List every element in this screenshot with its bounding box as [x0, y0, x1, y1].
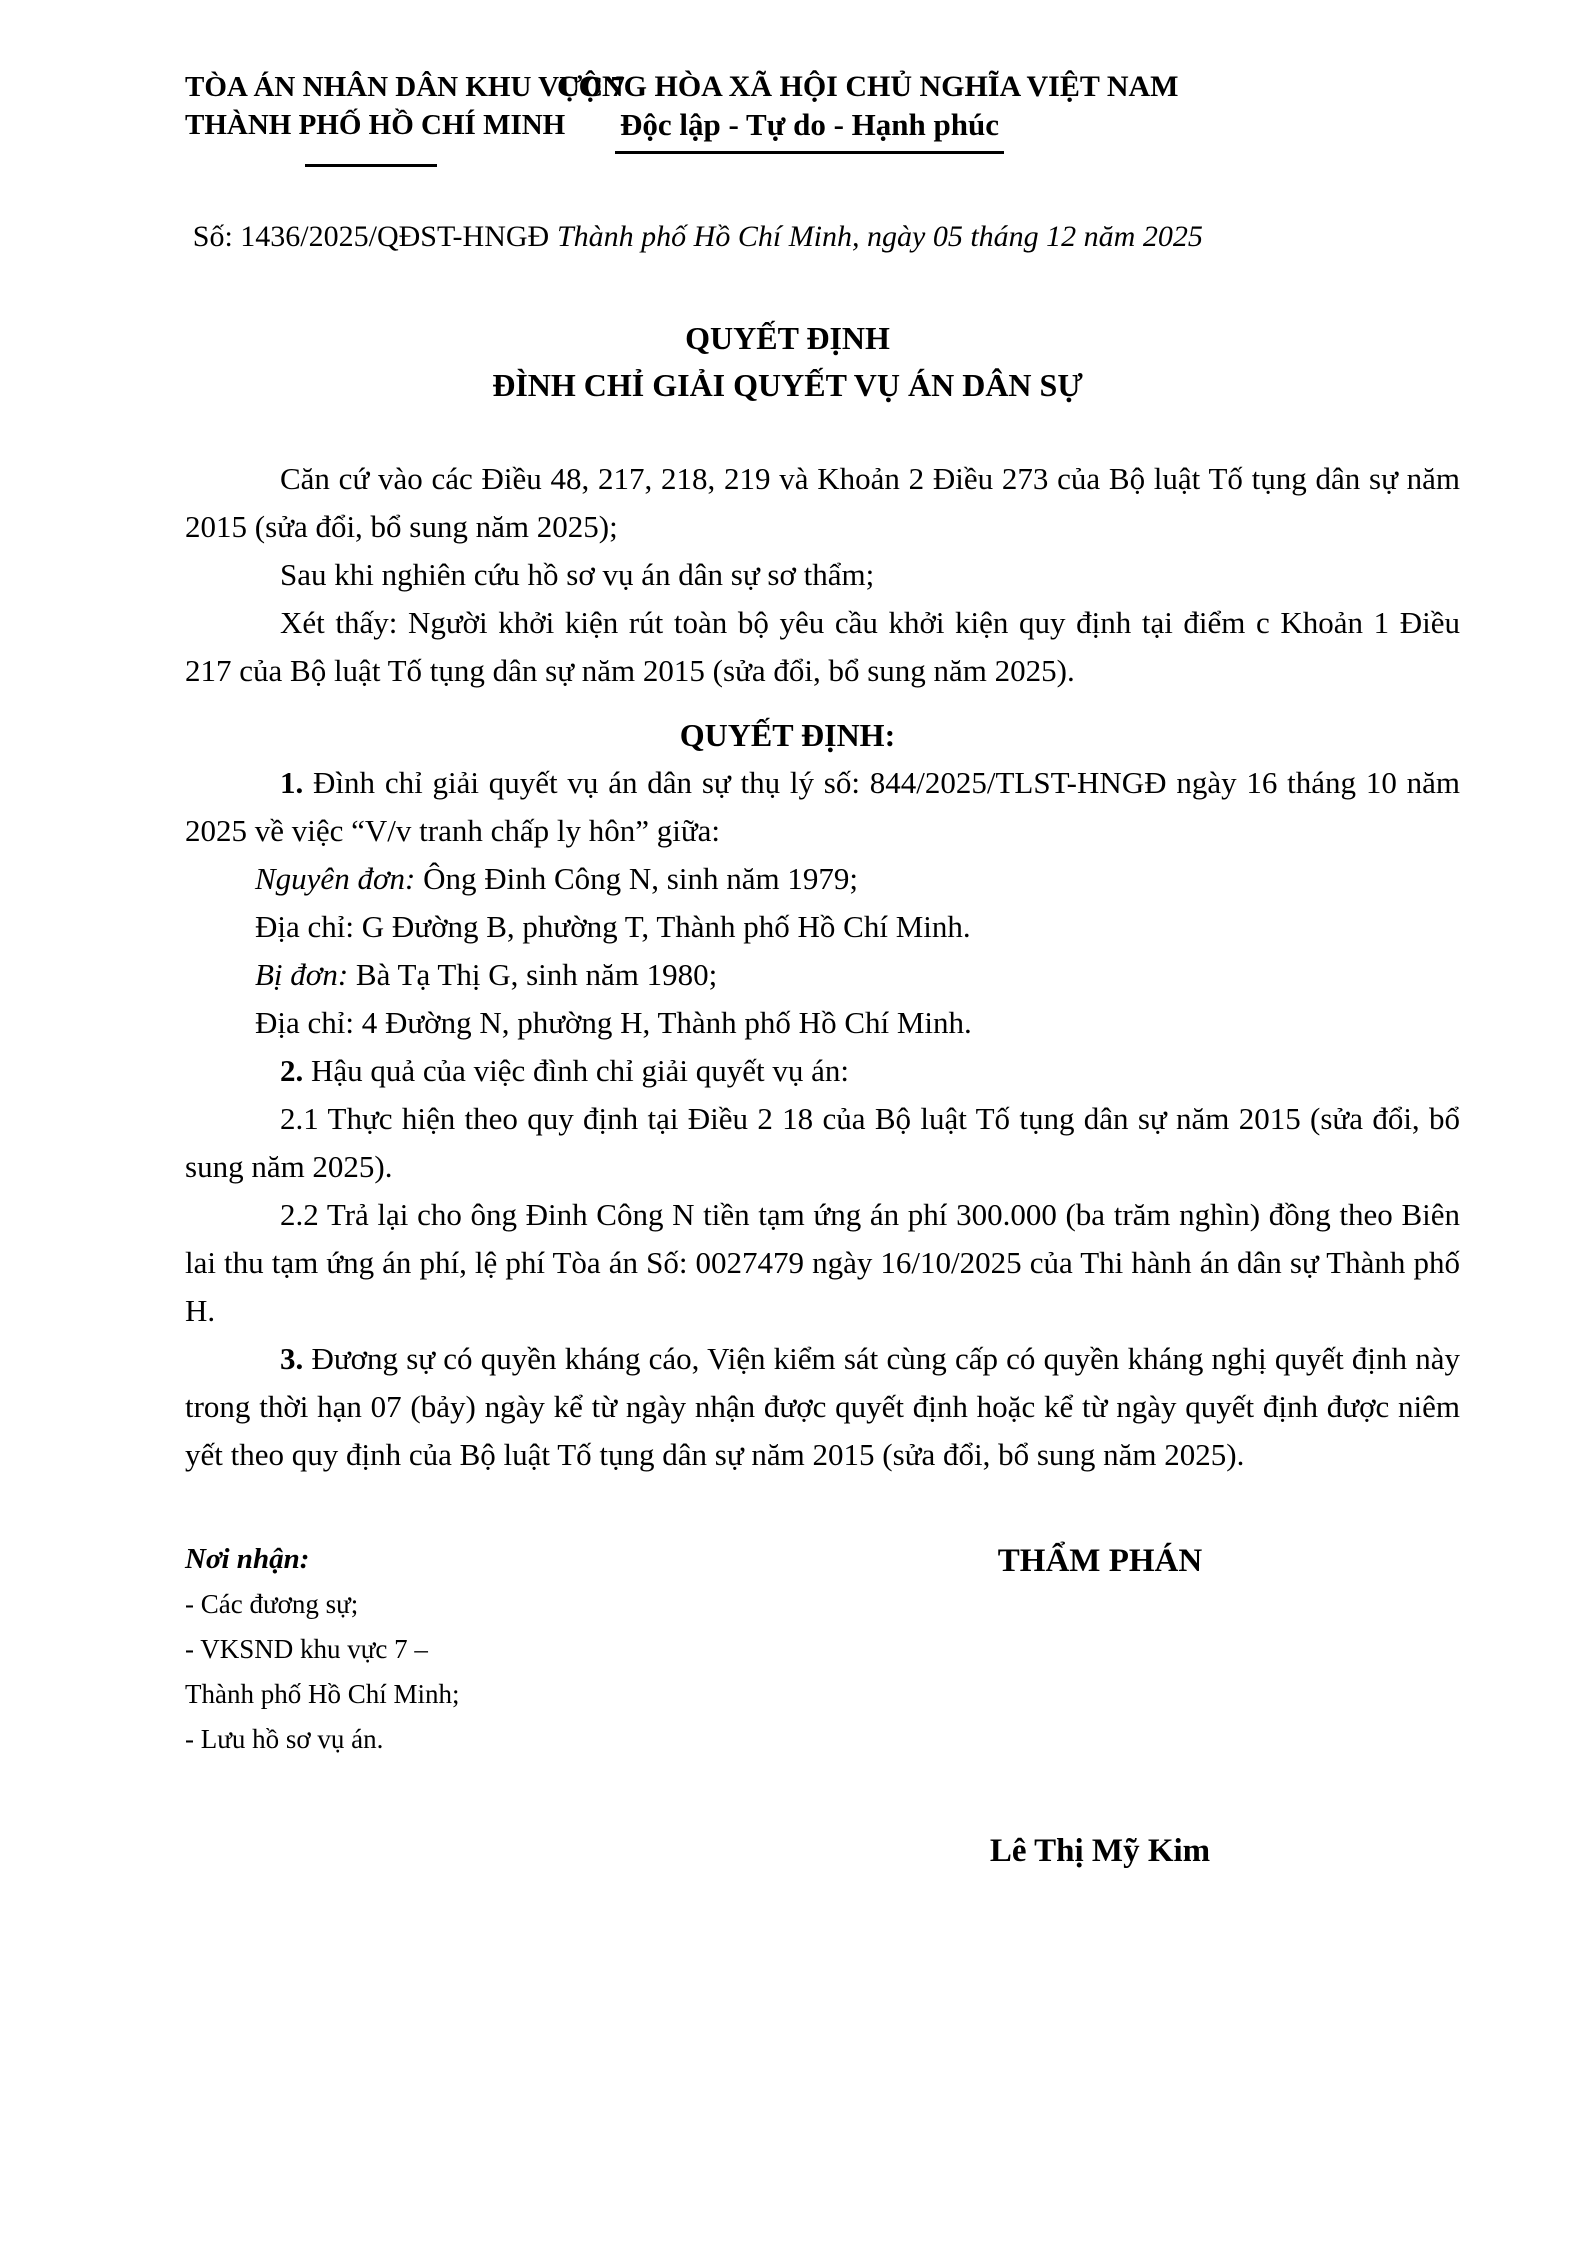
recipient-item: - Các đương sự; [185, 1589, 359, 1619]
defendant-line [185, 951, 1460, 999]
plaintiff-label: Nguyên đơn: [255, 861, 416, 896]
preamble-paragraph-2: Sau khi nghiên cứu hồ sơ vụ án dân sự sơ thẩm; [280, 557, 875, 592]
authority-line-1: TÒA ÁN NHÂN DÂN KHU VỰC 7 [185, 71, 625, 103]
preamble-paragraph-3: Xét thấy: Người khởi kiện rút toàn bộ yêu cầu khởi kiện quy định tại điểm c Khoản 1 Điều 217 của Bộ luật Tố tụng dân sự năm 2015 (sửa đổi, bổ sung năm 2025). [185, 605, 1460, 688]
document-footer [185, 1537, 1460, 1875]
national-motto-wrap [557, 106, 1062, 154]
decision-heading: QUYẾT ĐỊNH: [679, 717, 896, 753]
authority-line-2: THÀNH PHỐ HỒ CHÍ MINH [185, 109, 566, 141]
defendant-text: Bà Tạ Thị G, sinh năm 1980; [348, 957, 718, 992]
recipient-item: Thành phố Hồ Chí Minh; [185, 1679, 460, 1709]
document-meta-row [185, 217, 1460, 257]
document-number: Số: 1436/2025/QĐST-HNGĐ [192, 220, 550, 253]
plaintiff-line [185, 855, 1460, 903]
recipients-label: Nơi nhận: [185, 1543, 310, 1575]
judge-name: Lê Thị Mỹ Kim [989, 1833, 1211, 1869]
national-header-block [557, 68, 1179, 167]
article-2-1: 2.1 Thực hiện theo quy định tại Điều 2 18 của Bộ luật Tố tụng dân sự năm 2015 (sửa đổi, bổ sung năm 2025). [185, 1101, 1460, 1184]
plaintiff-address: Địa chỉ: G Đường B, phường T, Thành phố Hồ Chí Minh. [255, 909, 971, 944]
article-3 [185, 1335, 1460, 1479]
defendant-label: Bị đơn: [255, 957, 349, 992]
document-title [185, 315, 1460, 409]
defendant-address: Địa chỉ: 4 Đường N, phường H, Thành phố Hồ Chí Minh. [255, 1005, 972, 1040]
place-and-date: Thành phố Hồ Chí Minh, ngày 05 tháng 12 năm 2025 [557, 220, 1203, 253]
plaintiff-text: Ông Đinh Công N, sinh năm 1979; [415, 861, 858, 896]
recipient-item: - Lưu hồ sơ vụ án. [185, 1724, 384, 1754]
judge-title: THẨM PHÁN [997, 1543, 1203, 1579]
document-body [185, 455, 1460, 1479]
article-1-text: Đình chỉ giải quyết vụ án dân sự thụ lý số: 844/2025/TLST-HNGĐ ngày 16 tháng 10 năm 2025 về việc “V/v tranh chấp ly hôn” giữa: [185, 765, 1460, 848]
article-2-number: 2. [280, 1053, 304, 1088]
document-header [185, 68, 1460, 167]
article-3-number: 3. [280, 1341, 304, 1376]
recipients-block [185, 1537, 860, 1875]
national-motto: Độc lập - Tự do - Hạnh phúc [615, 106, 1004, 154]
issuing-authority-block [185, 68, 625, 167]
signature-block [860, 1537, 1340, 1875]
recipient-item: - VKSND khu vực 7 – [185, 1634, 428, 1664]
republic-name: CỘNG HÒA XÃ HỘI CHỦ NGHĨA VIỆT NAM [557, 70, 1179, 103]
article-2-text: Hậu quả của việc đình chỉ giải quyết vụ án: [303, 1053, 850, 1088]
title-line-2: ĐÌNH CHỈ GIẢI QUYẾT VỤ ÁN DÂN SỰ [492, 367, 1083, 403]
title-line-1: QUYẾT ĐỊNH [685, 320, 890, 356]
authority-divider-rule [305, 164, 437, 167]
article-2-2: 2.2 Trả lại cho ông Đinh Công N tiền tạm ứng án phí 300.000 (ba trăm nghìn) đồng theo Biên lai thu tạm ứng án phí, lệ phí Tòa án Số: 0027479 ngày 16/10/2025 của Thi hành án dân sự Thành phố H. [185, 1197, 1460, 1328]
article-3-text: Đương sự có quyền kháng cáo, Viện kiểm sát cùng cấp có quyền kháng nghị quyết định này trong thời hạn 07 (bảy) ngày kể từ ngày nhận được quyết định hoặc kể từ ngày quyết định được niêm yết theo quy định của Bộ luật Tố tụng dân sự năm 2015 (sửa đổi, bổ sung năm 2025). [185, 1341, 1460, 1472]
article-2 [185, 1047, 1460, 1095]
article-1-number: 1. [280, 765, 304, 800]
article-1 [185, 759, 1460, 855]
preamble-paragraph-1: Căn cứ vào các Điều 48, 217, 218, 219 và Khoản 2 Điều 273 của Bộ luật Tố tụng dân sự năm 2015 (sửa đổi, bổ sung năm 2025); [185, 461, 1460, 544]
